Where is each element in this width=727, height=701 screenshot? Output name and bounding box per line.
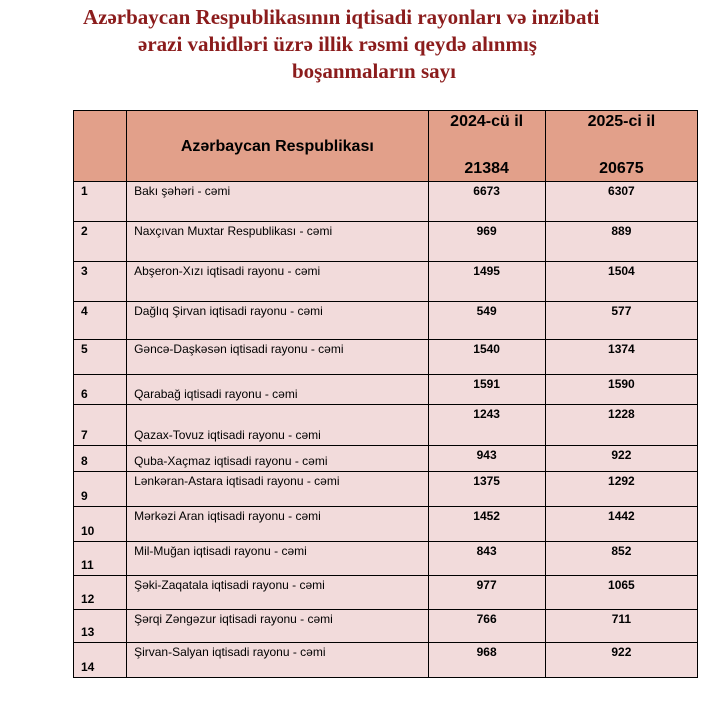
table-row bbox=[74, 302, 698, 340]
row-number: 1 bbox=[74, 182, 127, 222]
region-name: Lənkəran-Astara iqtisadi rayonu - cəmi bbox=[127, 472, 428, 507]
table-row bbox=[74, 182, 698, 222]
value-2024: 943 bbox=[428, 446, 545, 472]
row-number: 7 bbox=[74, 405, 127, 446]
value-2024: 6673 bbox=[428, 182, 545, 222]
region-name: Şirvan-Salyan iqtisadi rayonu - cəmi bbox=[127, 643, 428, 678]
value-2024: 969 bbox=[428, 222, 545, 262]
table-row bbox=[74, 576, 698, 610]
region-name: Naxçıvan Muxtar Respublikası - cəmi bbox=[127, 222, 428, 262]
row-number: 11 bbox=[74, 542, 127, 576]
value-2025: 711 bbox=[545, 610, 697, 643]
region-name: Şərqi Zəngəzur iqtisadi rayonu - cəmi bbox=[127, 610, 428, 643]
value-2025: 852 bbox=[545, 542, 697, 576]
header-number-cell bbox=[74, 111, 127, 182]
row-number: 6 bbox=[74, 375, 127, 405]
region-name: Qazax-Tovuz iqtisadi rayonu - cəmi bbox=[127, 405, 428, 446]
value-2025: 1504 bbox=[545, 262, 697, 302]
region-name: Gəncə-Daşkəsən iqtisadi rayonu - cəmi bbox=[127, 340, 428, 375]
header-year-2024: 2024-cü il bbox=[450, 113, 524, 130]
value-2024: 1375 bbox=[428, 472, 545, 507]
region-name: Abşeron-Xızı iqtisadi rayonu - cəmi bbox=[127, 262, 428, 302]
table-row bbox=[74, 542, 698, 576]
table-row bbox=[74, 507, 698, 542]
row-number: 3 bbox=[74, 262, 127, 302]
value-2024: 1540 bbox=[428, 340, 545, 375]
header-2024-cell bbox=[428, 111, 545, 182]
header-total-2024: 21384 bbox=[464, 160, 509, 177]
row-number: 5 bbox=[74, 340, 127, 375]
table-header-row bbox=[74, 111, 698, 182]
value-2024: 968 bbox=[428, 643, 545, 678]
value-2024: 977 bbox=[428, 576, 545, 610]
row-number: 4 bbox=[74, 302, 127, 340]
value-2025: 1065 bbox=[545, 576, 697, 610]
table-row bbox=[74, 222, 698, 262]
region-name: Qarabağ iqtisadi rayonu - cəmi bbox=[127, 375, 428, 405]
header-2025-cell bbox=[545, 111, 697, 182]
row-number: 10 bbox=[74, 507, 127, 542]
row-number: 13 bbox=[74, 610, 127, 643]
value-2024: 549 bbox=[428, 302, 545, 340]
region-name: Quba-Xaçmaz iqtisadi rayonu - cəmi bbox=[127, 446, 428, 472]
header-republic-label: Azərbaycan Respublikası bbox=[180, 138, 374, 155]
value-2024: 1591 bbox=[428, 375, 545, 405]
value-2025: 6307 bbox=[545, 182, 697, 222]
table-row bbox=[74, 472, 698, 507]
table-row bbox=[74, 375, 698, 405]
title-line-3: boşanmaların sayı bbox=[292, 59, 456, 83]
region-name: Mərkəzi Aran iqtisadi rayonu - cəmi bbox=[127, 507, 428, 542]
table-row bbox=[74, 643, 698, 678]
value-2025: 1374 bbox=[545, 340, 697, 375]
table-row bbox=[74, 405, 698, 446]
value-2024: 1495 bbox=[428, 262, 545, 302]
region-name: Bakı şəhəri - cəmi bbox=[127, 182, 428, 222]
value-2025: 1228 bbox=[545, 405, 697, 446]
value-2025: 922 bbox=[545, 446, 697, 472]
value-2024: 843 bbox=[428, 542, 545, 576]
row-number: 2 bbox=[74, 222, 127, 262]
header-total-2025: 20675 bbox=[599, 160, 644, 177]
header-year-2025: 2025-ci il bbox=[587, 113, 656, 130]
row-number: 8 bbox=[74, 446, 127, 472]
table-row bbox=[74, 340, 698, 375]
value-2025: 889 bbox=[545, 222, 697, 262]
value-2025: 1590 bbox=[545, 375, 697, 405]
row-number: 12 bbox=[74, 576, 127, 610]
table-row bbox=[74, 610, 698, 643]
region-name: Şəki-Zaqatala iqtisadi rayonu - cəmi bbox=[127, 576, 428, 610]
value-2025: 1442 bbox=[545, 507, 697, 542]
divorces-table bbox=[73, 110, 698, 678]
value-2024: 1452 bbox=[428, 507, 545, 542]
row-number: 9 bbox=[74, 472, 127, 507]
value-2025: 577 bbox=[545, 302, 697, 340]
value-2024: 1243 bbox=[428, 405, 545, 446]
table-row bbox=[74, 446, 698, 472]
header-name-cell bbox=[127, 111, 428, 182]
region-name: Mil-Muğan iqtisadi rayonu - cəmi bbox=[127, 542, 428, 576]
region-name: Dağlıq Şirvan iqtisadi rayonu - cəmi bbox=[127, 302, 428, 340]
title-line-2: ərazi vahidləri üzrə illik rəsmi qeydə alınmış bbox=[138, 32, 537, 56]
title-line-1: Azərbaycan Respublikasının iqtisadi rayonları və inzibati bbox=[83, 5, 600, 29]
value-2025: 1292 bbox=[545, 472, 697, 507]
row-number: 14 bbox=[74, 643, 127, 678]
value-2025: 922 bbox=[545, 643, 697, 678]
value-2024: 766 bbox=[428, 610, 545, 643]
table-row bbox=[74, 262, 698, 302]
document-title bbox=[0, 4, 727, 85]
